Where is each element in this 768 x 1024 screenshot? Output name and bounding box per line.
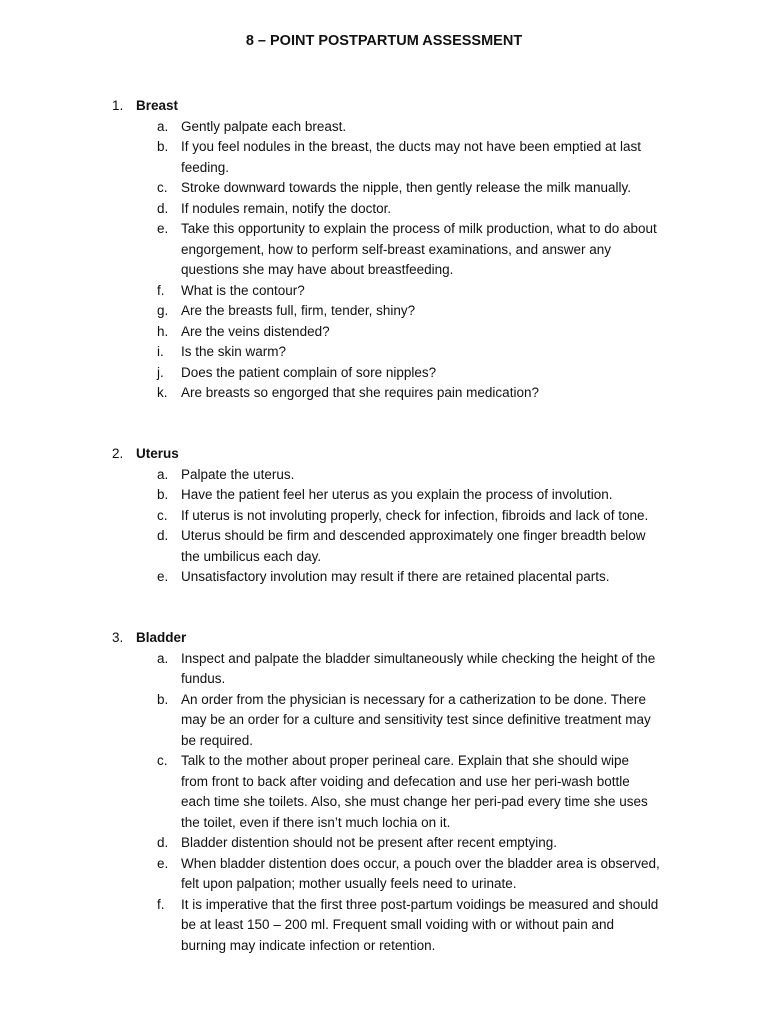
list-item-letter: a. [157,650,169,666]
list-item [0,137,768,178]
text-line: fundus. [181,671,226,686]
text-line: Are the veins distended? [181,323,330,339]
list-item-text [181,854,681,895]
list-item-text [181,649,681,690]
list-item-letter: f. [157,282,165,298]
text-line: Palpate the uterus. [181,466,295,482]
section-number: 1. [112,98,124,113]
list-item [0,833,768,854]
list-item-text [181,465,681,486]
text-line: Are breasts so engorged that she requires pain medication? [181,385,539,400]
text-line: When bladder distention does occur, a pouch over the bladder area is observed, [181,855,660,871]
text-line: What is the contour? [181,282,305,298]
list-item-letter: c. [157,753,168,768]
text-line: be required. [181,732,254,748]
list-item-letter: e. [157,221,169,236]
list-item-text [181,322,681,343]
text-line: felt upon palpation; mother usually feels need to urinate. [181,876,517,891]
list-item-text [181,690,681,752]
text-line: Bladder distention should not be present after recent emptying. [181,835,557,850]
list-item-text [181,178,681,199]
text-line: the toilet, even if there isn’t much lochia on it. [181,814,451,830]
list-item-text [181,383,681,404]
text-line: Unsatisfactory involution may result if there are retained placental parts. [181,569,610,584]
list-item [0,465,768,486]
section-heading [0,628,768,649]
text-line: burning may indicate infection or retention. [181,937,436,953]
list-item-letter: g. [157,303,169,318]
list-item-text [181,485,681,506]
list-item-letter: i. [157,344,164,359]
list-item [0,895,768,957]
list-item [0,485,768,506]
list-item [0,322,768,343]
list-item [0,649,768,690]
text-line: each time she toilets. Also, she must change her peri-pad every time she uses [181,794,648,809]
text-line: may be an order for a culture and sensitivity test since definitive treatment may [181,712,651,727]
list-item-text [181,506,681,527]
list-item-text [181,342,681,363]
section-uterus [0,444,768,588]
list-item [0,281,768,302]
list-item-letter: a. [157,118,169,134]
list-item [0,178,768,199]
list-item-text [181,833,681,854]
text-line: from front to back after voiding and defecation and use her peri-wash bottle [181,773,630,789]
list-item [0,690,768,752]
list-item-letter: c. [157,507,168,523]
list-item-letter: k. [157,385,168,400]
text-line: questions she may have about breastfeeding. [181,262,454,277]
list-item [0,219,768,281]
text-line: engorgement, how to perform self-breast examinations, and answer any [181,241,611,257]
text-line: Gently palpate each breast. [181,118,347,134]
list-item-text [181,199,681,220]
list-item-letter: b. [157,487,169,502]
section-heading [0,96,768,117]
list-item-text [181,567,681,588]
list-item [0,854,768,895]
text-line: Take this opportunity to explain the process of milk production, what to do about [181,221,657,236]
section-title: Uterus [136,446,179,461]
list-item-text [181,895,681,957]
list-item-letter: j. [157,364,164,380]
list-item-text [181,301,681,322]
section-breast [0,96,768,404]
text-line: If uterus is not involuting properly, check for infection, fibroids and lack of tone. [181,507,649,523]
list-item-text [181,751,681,833]
list-item-letter: d. [157,200,169,216]
list-item-letter: d. [157,528,169,543]
text-line: An order from the physician is necessary for a catherization to be done. There [181,691,646,707]
list-item [0,117,768,138]
item-list [0,649,768,957]
section-title: Bladder [136,630,187,645]
list-item [0,567,768,588]
list-item-letter: a. [157,466,169,482]
list-item-letter: e. [157,855,169,871]
text-line: feeding. [181,159,230,175]
list-item [0,199,768,220]
text-line: Stroke downward towards the nipple, then gently release the milk manually. [181,180,631,195]
list-item-text [181,363,681,384]
list-item [0,301,768,322]
section-bladder [0,628,768,956]
text-line: the umbilicus each day. [181,548,322,564]
text-line: Uterus should be firm and descended approximately one finger breadth below [181,528,646,543]
text-line: Are the breasts full, firm, tender, shiny? [181,303,416,318]
section-number: 2. [112,446,124,461]
list-item [0,363,768,384]
list-item-letter: d. [157,835,169,850]
list-item-text [181,117,681,138]
text-line: Have the patient feel her uterus as you explain the process of involution. [181,487,613,502]
list-item-letter: b. [157,691,169,707]
page-title: 8 – POINT POSTPARTUM ASSESSMENT [245,33,523,49]
list-item-letter: h. [157,323,169,339]
text-line: Does the patient complain of sore nipples? [181,364,437,380]
list-item-letter: c. [157,180,168,195]
list-item-letter: e. [157,569,169,584]
item-list [0,465,768,588]
section-title: Breast [136,98,179,113]
list-item [0,506,768,527]
text-line: If nodules remain, notify the doctor. [181,200,392,216]
list-item [0,342,768,363]
list-item-text [181,281,681,302]
list-item [0,751,768,833]
text-line: It is imperative that the first three post-partum voidings be measured and should [181,896,659,912]
list-item-text [181,526,681,567]
list-item-letter: b. [157,139,169,154]
item-list [0,117,768,404]
text-line: If you feel nodules in the breast, the ducts may not have been emptied at last [181,139,642,154]
section-heading [0,444,768,465]
list-item-letter: f. [157,896,165,912]
list-item [0,383,768,404]
text-line: be at least 150 – 200 ml. Frequent small voiding with or without pain and [181,917,615,932]
text-line: Is the skin warm? [181,344,287,359]
list-item [0,526,768,567]
section-number: 3. [112,630,124,645]
list-item-text [181,137,681,178]
list-item-text [181,219,681,281]
text-line: Talk to the mother about proper perineal care. Explain that she should wipe [181,753,630,768]
text-line: Inspect and palpate the bladder simultaneously while checking the height of the [181,650,656,666]
